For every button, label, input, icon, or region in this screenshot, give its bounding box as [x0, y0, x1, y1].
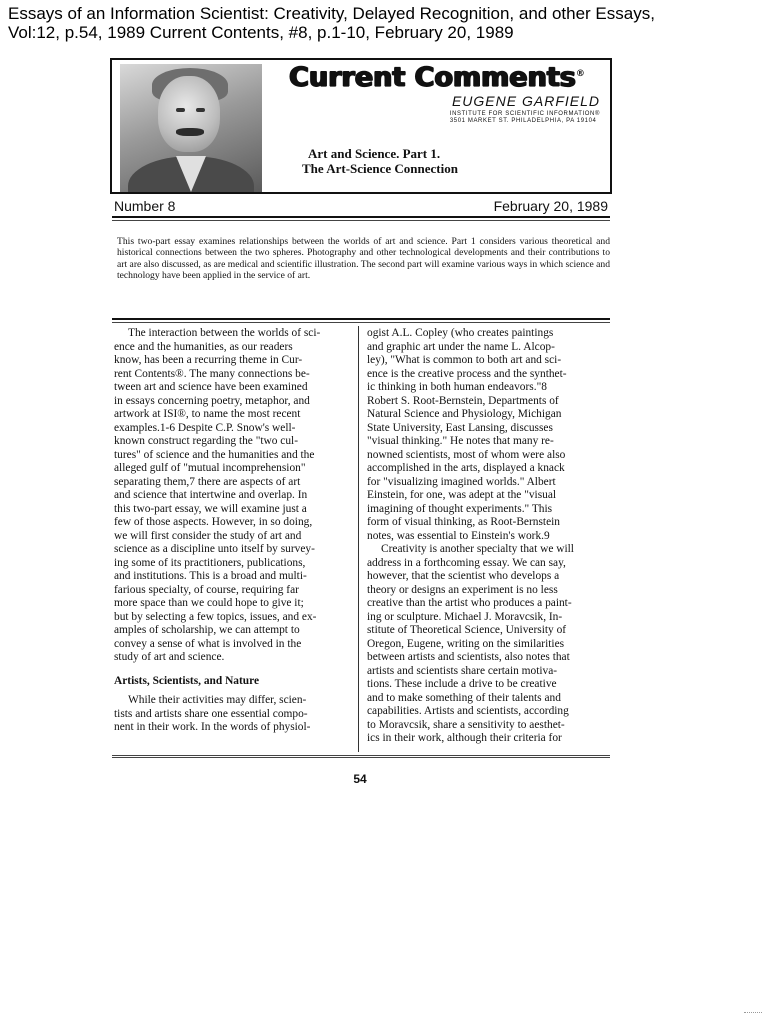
text-line: nowned scientists, most of whom were also — [367, 448, 566, 461]
text-line: Oregon, Eugene, writing on the similarities — [367, 637, 565, 650]
divider — [112, 318, 610, 320]
institute-street: 3501 MARKET ST. PHILADELPHIA, PA 19104 — [449, 118, 597, 124]
text-line: examples.1-6 Despite C.P. Snow's well- — [114, 421, 296, 434]
text-line: creative than the artist who produces a paint- — [367, 597, 572, 609]
masthead-box — [110, 58, 612, 194]
institute-name: INSTITUTE FOR SCIENTIFIC INFORMATION® — [449, 111, 600, 117]
text-line: ley), "What is common to both art and sci- — [367, 354, 562, 366]
right-paragraph-1 — [367, 327, 605, 543]
divider — [112, 322, 610, 323]
text-line: know, has been a recurring theme in Cur- — [114, 354, 303, 366]
text-line: ic thinking in both human endeavors."8 — [367, 381, 547, 393]
column-divider — [358, 326, 359, 752]
text-line: science as a discipline unto itself by survey- — [114, 543, 315, 555]
text-line: Creativity is another specialty that we will — [381, 543, 574, 555]
issue-date: February 20, 1989 — [493, 198, 608, 214]
text-line: ing or sculpture. Michael J. Moravcsik, In- — [367, 610, 563, 623]
text-line: Einstein, for one, was adept at the "visual — [367, 489, 557, 501]
text-line: known construct regarding the "two cul- — [114, 435, 299, 447]
text-line: artists and scientists share certain motiva- — [367, 664, 558, 677]
right-paragraph-2 — [367, 543, 605, 746]
author-photo — [120, 64, 262, 192]
text-line: address in a forthcoming essay. We can say, — [367, 556, 566, 569]
section-heading: Artists, Scientists, and Nature — [114, 674, 260, 687]
text-line: capabilities. Artists and scientists, according — [367, 705, 569, 717]
citation-line-2: Vol:12, p.54, 1989 Current Contents, #8, p.1-10, February 20, 1989 — [8, 23, 514, 42]
text-line: "visual thinking." He notes that many re- — [367, 435, 554, 447]
left-column — [114, 327, 352, 735]
text-line: form of visual thinking, as Root-Bernstein — [367, 516, 560, 528]
essay-title-line-1: Art and Science. Part 1. — [308, 146, 441, 161]
issue-number: Number 8 — [114, 198, 176, 214]
text-line: farious specialty, of course, requiring far — [114, 583, 299, 596]
text-line: State University, East Lansing, discusses — [367, 421, 553, 434]
text-line: but by selecting a few topics, issues, and ex- — [114, 610, 317, 623]
text-line: rent Contents®. The many connections be- — [114, 367, 310, 380]
text-line: convey a sense of what is involved in the — [114, 637, 302, 650]
citation-line-1: Essays of an Information Scientist: Creativity, Delayed Recognition, and other Essays, — [8, 4, 655, 23]
left-paragraph-2 — [114, 694, 352, 735]
text-line: we will first consider the study of art and — [114, 529, 302, 542]
text-line: artwork at ISI®, to name the most recent — [114, 408, 301, 420]
issue-row — [112, 198, 610, 218]
page-number: 54 — [353, 772, 367, 786]
text-line: and graphic art under the name L. Alcop- — [367, 340, 555, 353]
text-line: and to make something of their talents and — [367, 691, 561, 704]
author-name: EUGENE GARFIELD — [451, 93, 600, 109]
text-line: nent in their work. In the words of physiol- — [114, 721, 311, 733]
text-line: between artists and scientists, also notes that — [367, 651, 570, 663]
text-line: accomplished in the arts, displayed a knack — [367, 462, 565, 474]
text-line: The interaction between the worlds of sci- — [128, 327, 321, 339]
text-line: ence is the creative process and the synthet- — [367, 367, 567, 380]
text-line: in essays concerning poetry, metaphor, and — [114, 394, 310, 407]
text-line: tions. These include a drive to be creative — [367, 678, 557, 690]
text-line: ics in their work, although their criteria for — [367, 732, 562, 744]
text-line: ing some of its practitioners, publications, — [114, 556, 306, 569]
text-line: more space than we could hope to give it; — [114, 597, 304, 609]
text-line: however, that the scientist who develops a — [367, 570, 560, 582]
institute-address — [450, 111, 600, 125]
left-paragraph-1 — [114, 327, 352, 665]
divider — [112, 757, 610, 758]
essay-title — [302, 146, 482, 176]
text-line: notes, was essential to Einstein's work.9 — [367, 529, 550, 542]
divider — [112, 216, 610, 218]
essay-title-line-2: The Art-Science Connection — [302, 161, 458, 176]
abstract: This two-part essay examines relationships between the worlds of art and science. Part 1 considers various theoretical and historical connections between the two spheres. Photography and other technological developments and their contributions to art are also discussed, as are medical and scientific illustration. The second part will examine various ways in which science and technology have been applied in the service of art. — [117, 236, 610, 282]
text-line: amples of scholarship, we can attempt to — [114, 624, 300, 636]
text-line: for "visualizing imagined worlds." Albert — [367, 475, 556, 488]
text-line: imagining of thought experiments." This — [367, 502, 553, 515]
text-line: to Moravcsik, share a sensitivity to aesthet- — [367, 718, 565, 731]
citation-header — [8, 4, 758, 42]
text-line: tists and artists share one essential compo- — [114, 707, 308, 720]
text-line: alleged gulf of "mutual incomprehension" — [114, 462, 306, 474]
text-line: ence and the humanities, as our readers — [114, 340, 293, 353]
text-line: stitute of Theoretical Science, University of — [367, 624, 567, 636]
text-line: theory or designs an experiment is no less — [367, 583, 558, 596]
text-line: and institutions. This is a broad and multi- — [114, 570, 307, 582]
text-line: ogist A.L. Copley (who creates paintings — [367, 327, 554, 339]
text-line: study of art and science. — [114, 651, 225, 663]
text-line: Robert S. Root-Bernstein, Departments of — [367, 394, 559, 407]
right-column — [367, 327, 605, 746]
divider — [112, 220, 610, 221]
text-line: While their activities may differ, scien- — [128, 694, 307, 706]
scan-mark — [744, 1012, 762, 1017]
text-line: this two-part essay, we will examine just a — [114, 502, 307, 515]
text-line: and science that intertwine and overlap. In — [114, 489, 308, 501]
text-line: tween art and science have been examined — [114, 381, 308, 393]
text-line: separating them,7 there are aspects of art — [114, 475, 301, 488]
current-comments-logo: Current Comments® — [289, 62, 585, 93]
text-line: few of those aspects. However, in so doing, — [114, 516, 313, 528]
text-line: tures" of science and the humanities and the — [114, 448, 315, 461]
text-line: Natural Science and Physiology, Michigan — [367, 408, 562, 420]
divider — [112, 755, 610, 756]
